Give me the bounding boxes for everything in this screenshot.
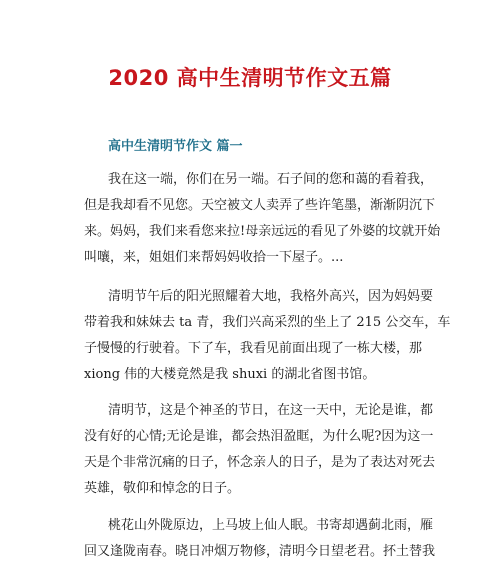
paragraph-line: 回又逢陇南春。晓日冲烟万物修，清明今日望老君。抔土替我 [84,544,436,559]
paragraph-line: 英雄，敬仰和悼念的日子。 [84,481,241,496]
paragraph-line: 天是个非常沉痛的日子，怀念亲人的日子，是为了表达对死去 [84,455,436,470]
paragraph-line: 我在这一端，你们在另一端。石子间的您和蔼的看着我， [108,172,434,187]
document-title: 2020 高中生清明节作文五篇 [108,66,392,90]
paragraph-line: 来。妈妈，我们来看您来拉!母亲远远的看见了外婆的坟就开始 [84,224,441,239]
paragraph-line: xiong 伟的大楼竟然是我 shuxi 的湖北省图书馆。 [84,367,376,382]
paragraph-line: 清明节午后的阳光照耀着大地，我格外高兴，因为妈妈要 [108,289,434,304]
paragraph-line: 但是我却看不见您。天空被文人卖弄了些许笔墨，渐渐阴沉下 [84,198,436,213]
paragraph-line: 带着我和妹妹去 ta 青，我们兴高采烈的坐上了 215 公交车，车 [84,315,451,330]
paragraph-line: 桃花山外陇原边，上马坡上仙人眠。书寄却遇蓟北雨，雁 [108,518,434,533]
paragraph-line: 子慢慢的行驶着。下了车，我看见前面出现了一栋大楼，那 [84,341,423,356]
paragraph-line: 没有好的心情;无论是谁，都会热泪盈眶，为什么呢?因为这一 [84,429,434,444]
section-heading: 高中生清明节作文 篇一 [108,139,243,154]
paragraph-line: 叫嚷，来，姐姐们来帮妈妈收拾一下屋子。... [84,250,344,265]
paragraph-line: 清明节，这是个神圣的节日，在这一天中，无论是谁，都 [108,403,434,418]
